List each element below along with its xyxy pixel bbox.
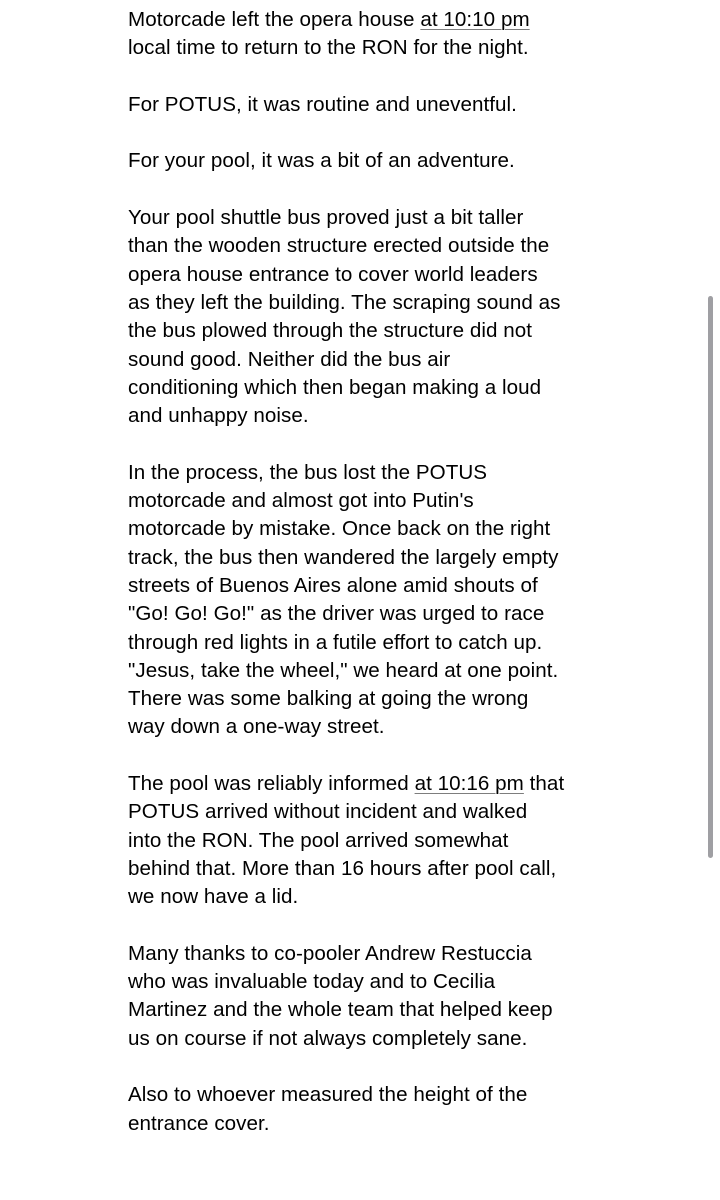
email-paragraph [128,940,598,1053]
text-line: Many thanks to co-pooler Andrew Restuccia [128,941,532,965]
text-line: "Jesus, take the wheel," we heard at one point. [128,658,559,682]
text-line: way down a one-way street. [128,715,385,739]
email-paragraph [128,91,598,119]
text-line: Also to whoever measured the height of the [128,1083,528,1107]
text-line: us on course if not always completely sane. [128,1026,528,1050]
text-line: There was some balking at going the wrong [128,687,529,711]
text-line: motorcade and almost got into Putin's [128,489,474,513]
text-line [128,6,598,34]
text-line: the bus plowed through the structure did not [128,319,533,343]
text-line: For your pool, it was a bit of an adventure. [128,149,515,173]
text-run: The pool was reliably informed [128,772,415,796]
email-paragraph [128,204,598,430]
email-paragraph [128,147,598,175]
text-line: as they left the building. The scraping sound as [128,290,561,314]
text-line: For POTUS, it was routine and uneventful. [128,92,517,116]
text-line: and unhappy noise. [128,404,309,428]
text-line: who was invaluable today and to Cecilia [128,970,496,994]
text-line [128,770,598,798]
text-line: "Go! Go! Go!" as the driver was urged to race [128,602,545,626]
text-line: conditioning which then began making a loud [128,375,542,399]
text-line: Your pool shuttle bus proved just a bit taller [128,206,524,230]
text-line: motorcade by mistake. Once back on the right [128,517,551,541]
time-detector-link[interactable]: at 10:16 pm [414,772,524,796]
text-line: track, the bus then wandered the largely empty [128,545,559,569]
text-run: that [523,772,565,796]
email-body [128,6,598,1166]
text-line: opera house entrance to cover world leaders [128,262,538,286]
vertical-scrollbar[interactable] [708,296,713,858]
email-paragraph [128,6,598,63]
text-line: POTUS arrived without incident and walked [128,800,528,824]
text-run: Motorcade left the opera house [128,8,421,31]
text-line: Martinez and the whole team that helped keep [128,998,553,1022]
text-line: entrance cover. [128,1111,270,1135]
text-line: through red lights in a futile effort to catch up. [128,630,543,654]
time-detector-link[interactable]: at 10:10 pm [420,8,530,31]
text-line: into the RON. The pool arrived somewhat [128,828,509,852]
text-line: we now have a lid. [128,885,299,909]
text-line: sound good. Neither did the bus air [128,347,451,371]
email-paragraph [128,770,598,911]
text-line: streets of Buenos Aires alone amid shouts of [128,573,538,597]
text-line: In the process, the bus lost the POTUS [128,460,488,484]
text-line: behind that. More than 16 hours after pool call, [128,856,557,880]
text-line: local time to return to the RON for the night. [128,36,529,60]
email-paragraph [128,459,598,742]
email-paragraph [128,1081,598,1138]
text-line: than the wooden structure erected outside the [128,234,550,258]
